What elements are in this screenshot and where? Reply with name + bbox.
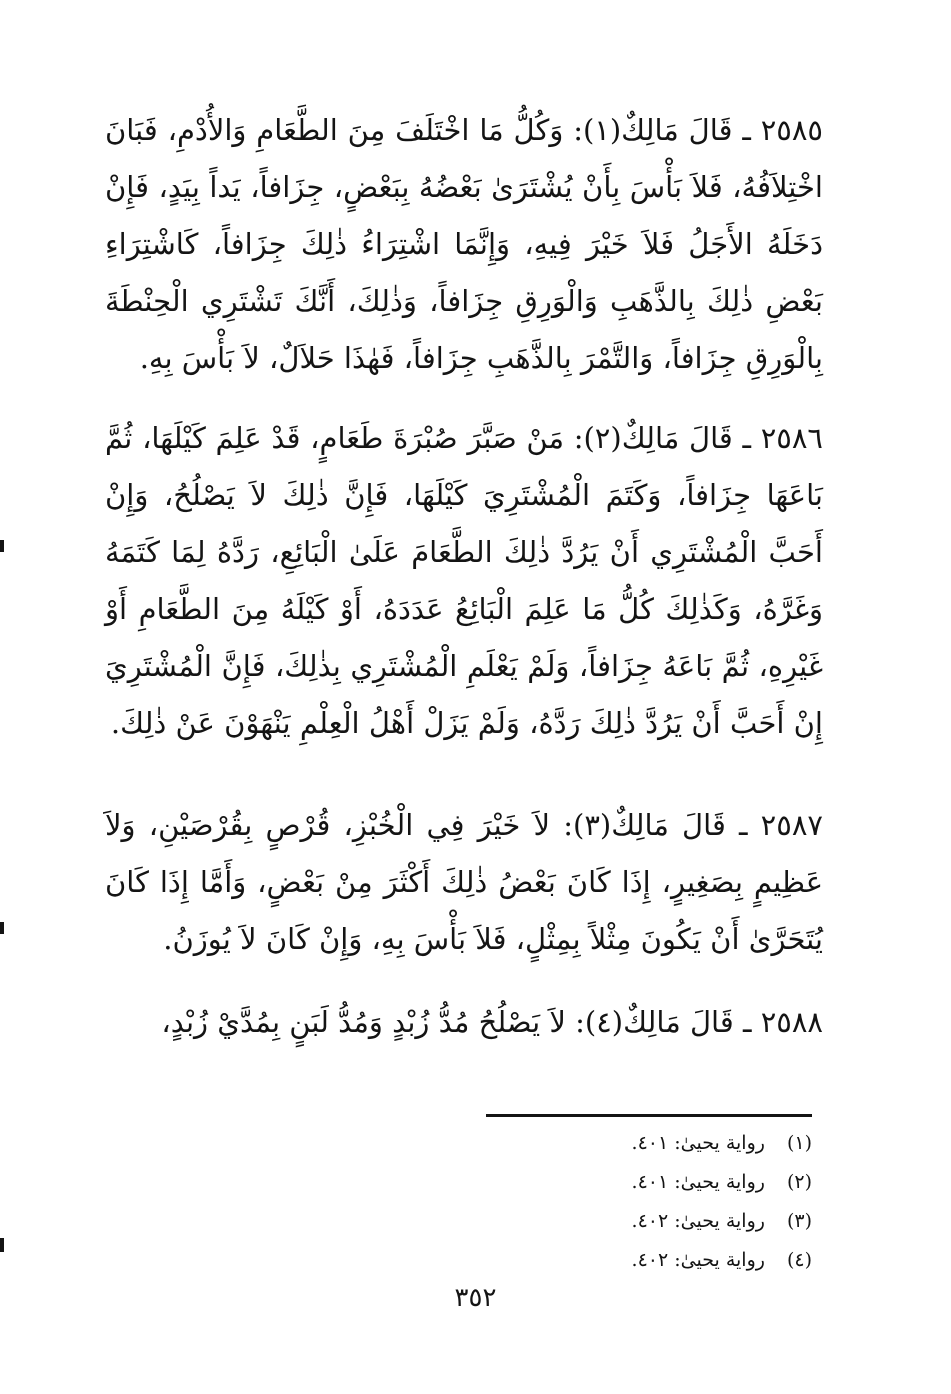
footnote-number: (٣) — [786, 1210, 812, 1232]
margin-mark — [0, 1238, 4, 1252]
footnote-number: (١) — [786, 1132, 812, 1154]
footnote-text: رواية يحيىٰ: ٤٠١. — [631, 1171, 765, 1193]
paragraph-text: ٢٥٨٨ ـ قَالَ مَالِكٌ(٤): لاَ يَصْلُحُ مُدُّ زُبْدٍ وَمُدُّ لَبَنٍ بِمُدَّيْ زُبْدٍ، — [161, 1005, 823, 1039]
footnote-text: رواية يحيىٰ: ٤٠١. — [631, 1132, 765, 1154]
paragraph-text: ٢٥٨٦ ـ قَالَ مَالِكٌ(٢): مَنْ صَبَّرَ صُبْرَةَ طَعَامٍ، قَدْ عَلِمَ كَيْلَهَا، ثُمَّ بَاعَهَا جِزَافاً، وَكَتَمَ الْمُشْتَرِيَ كَيْلَهَا، فَإِنَّ ذٰلِكَ لاَ يَصْلُحُ، وَإِنْ أَحَبَّ الْمُشْتَرِي أَنْ يَرُدَّ ذٰلِكَ الطَّعَامَ عَلَىٰ الْبَائِعِ، رَدَّهُ لِمَا كَتَمَهُ وَغَرَّهُ، وَكَذٰلِكَ كُلُّ مَا عَلِمَ الْبَائِعُ عَدَدَهُ، أَوْ كَيْلَهُ مِنَ الطَّعَامِ أَوْ غَيْرِهِ، ثُمَّ بَاعَهُ جِزَافاً، وَلَمْ يَعْلَمِ الْمُشْتَرِي بِذٰلِكَ، فَإِنَّ الْمُشْتَرِيَ إِنْ أَحَبَّ أَنْ يَرُدَّ ذٰلِكَ رَدَّهُ، وَلَمْ يَزَلْ أَهْلُ الْعِلْمِ يَنْهَوْنَ عَنْ ذٰلِكَ. — [105, 421, 823, 740]
paragraph-text: ٢٥٨٧ ـ قَالَ مَالِكٌ(٣): لاَ خَيْرَ فِي الْخُبْزِ، قُرْصٍ بِقُرْصَيْنِ، وَلاَ عَظِيمٍ بِصَغِيرٍ، إِذَا كَانَ بَعْضُ ذٰلِكَ أَكْثَرَ مِنْ بَعْضٍ، وَأَمَّا إِذَا كَانَ يُتَحَرَّىٰ أَنْ يَكُونَ مِثْلاً بِمِثْلٍ، فَلاَ بَأْسَ بِهِ، وَإِنْ كَانَ لاَ يُوزَنُ. — [105, 808, 823, 956]
paragraph-2588 — [105, 994, 823, 1051]
paragraph-2587 — [105, 797, 823, 968]
paragraph-2586 — [105, 410, 823, 752]
margin-mark — [0, 922, 4, 934]
footnote-1 — [486, 1124, 812, 1163]
page-number: ٣٥٢ — [454, 1283, 497, 1313]
footnote-divider — [486, 1114, 812, 1117]
footnote-3 — [486, 1202, 812, 1241]
footnote-number: (٤) — [786, 1249, 812, 1271]
footnote-4 — [486, 1241, 812, 1280]
paragraph-text: ٢٥٨٥ ـ قَالَ مَالِكٌ(١): وَكُلُّ مَا اخْتَلَفَ مِنَ الطَّعَامِ وَالأُدْمِ، فَبَانَ اخْتِلاَفُهُ، فَلاَ بَأْسَ بِأَنْ يُشْتَرَىٰ بَعْضُهُ بِبَعْضٍ، جِزَافاً، يَداً بِيَدٍ، فَإِنْ دَخَلَهُ الأَجَلُ فَلاَ خَيْرَ فِيهِ، وَإِنَّمَا اشْتِرَاءُ ذٰلِكَ جِزَافاً، كَاشْتِرَاءِ بَعْضِ ذٰلِكَ بِالذَّهَبِ وَالْوَرِقِ جِزَافاً، وَذٰلِكَ، أَنَّكَ تَشْتَرِي الْحِنْطَةَ بِالْوَرِقِ جِزَافاً، وَالتَّمْرَ بِالذَّهَبِ جِزَافاً، فَهٰذَا حَلاَلٌ، لاَ بَأْسَ بِهِ. — [105, 113, 823, 375]
footnote-2 — [486, 1163, 812, 1202]
margin-mark — [0, 540, 4, 552]
footnote-text: رواية يحيىٰ: ٤٠٢. — [631, 1249, 765, 1271]
footnote-text: رواية يحيىٰ: ٤٠٢. — [631, 1210, 765, 1232]
footnote-number: (٢) — [786, 1171, 812, 1193]
footnotes-list — [486, 1124, 812, 1280]
paragraph-2585 — [105, 102, 823, 387]
